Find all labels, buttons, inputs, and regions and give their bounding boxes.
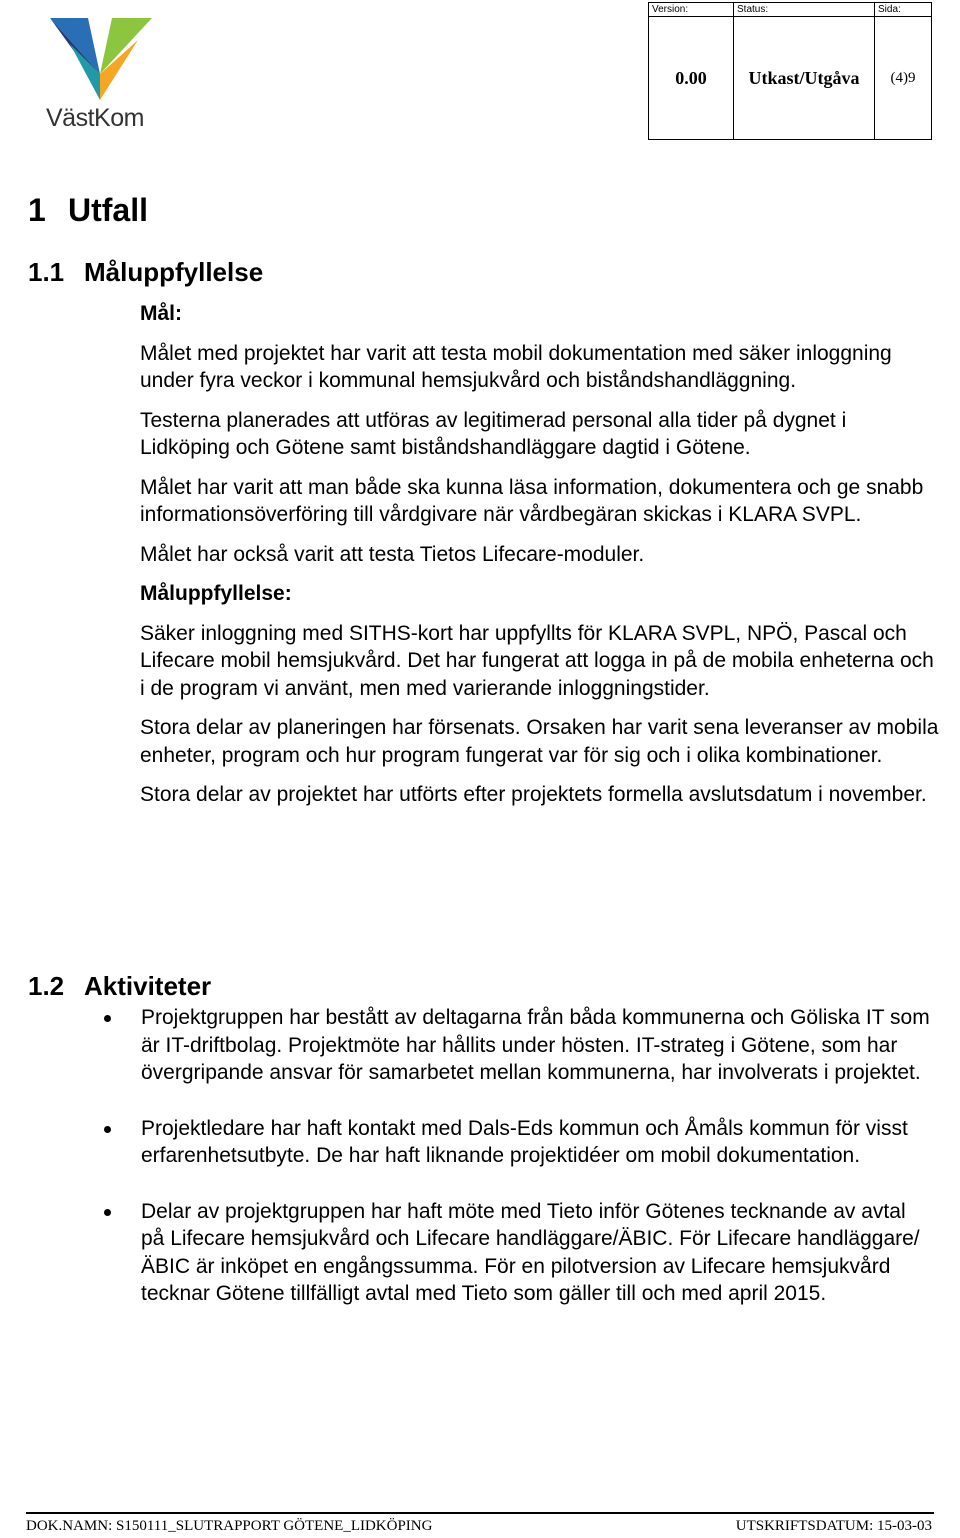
logo-green-segment bbox=[100, 18, 152, 74]
document-meta-table bbox=[648, 2, 932, 140]
goal-label: Mål: bbox=[140, 302, 182, 325]
page-label: Sida: bbox=[875, 3, 932, 17]
list-item-text: Delar av projektgruppen har haft möte med Tieto inför Götenes tecknande av avtal på Lifecare hemsjukvård och Lifecare handläggare/ÄBIC. För Lifecare handläggare/ÄBIC är inköpet en engångssumma. För en pilotversion av Lifecare hemsjukvård tecknar Götene tillfälligt avtal med Tieto som gäller till och med april 2015. bbox=[141, 1199, 920, 1305]
paragraph: Målet har också varit att testa Tietos Lifecare-moduler. bbox=[140, 542, 645, 566]
version-value: 0.00 bbox=[649, 17, 734, 140]
paragraph: Stora delar av projektet har utförts efter projektets formella avslutsdatum i november. bbox=[140, 783, 927, 806]
section-1-number: 1 bbox=[28, 192, 46, 228]
paragraph: Testerna planerades att utföras av legitimerad personal alla tider på dygnet i Lidköping och Götene samt biståndshandläggare dagtid i Götene. bbox=[140, 408, 847, 459]
fulfillment-label: Måluppfyllelse: bbox=[140, 582, 292, 605]
bullet-icon bbox=[104, 1209, 111, 1216]
status-value: Utkast/Utgåva bbox=[734, 17, 875, 140]
version-label: Version: bbox=[649, 3, 734, 17]
bullet-icon bbox=[104, 1126, 111, 1133]
list-item bbox=[104, 1004, 934, 1087]
paragraph: Säker inloggning med SITHS-kort har uppfyllts för KLARA SVPL, NPÖ, Pascal och Lifecare mobil hemsjukvård. Det har fungerat att logga in på de mobila enheterna och i de program vi använt, men med varierande inloggningstider. bbox=[140, 621, 934, 700]
section-1-title: Utfall bbox=[68, 192, 148, 228]
page-value: (4)9 bbox=[875, 17, 932, 140]
list-item bbox=[104, 1198, 934, 1308]
list-item-text: Projektgruppen har bestått av deltagarna från båda kommunerna och Göliska IT som är IT-driftbolag. Projektmöte har hållits under hösten. IT-strateg i Götene, som har övergripande ansvar för samarbetet mellan kommunerna, har involverats i projektet. bbox=[141, 1006, 930, 1084]
status-label: Status: bbox=[734, 3, 875, 17]
section-1-1-body bbox=[140, 300, 940, 821]
bullet-icon bbox=[104, 1015, 111, 1022]
footer-print-date: UTSKRIFTSDATUM: 15-03-03 bbox=[735, 1518, 932, 1534]
list-item bbox=[104, 1115, 934, 1170]
activities-list bbox=[104, 1004, 934, 1336]
footer-divider bbox=[26, 1512, 934, 1514]
section-1-1-title: Måluppfyllelse bbox=[84, 257, 264, 287]
paragraph: Målet har varit att man både ska kunna läsa information, dokumentera och ge snabb informationsöverföring till vårdgivare när vårdbegäran skickas i KLARA SVPL. bbox=[140, 475, 924, 526]
footer-doc-name: DOK.NAMN: S150111_SLUTRAPPORT GÖTENE_LIDKÖPING bbox=[26, 1518, 433, 1534]
section-1-1-number: 1.1 bbox=[28, 257, 65, 287]
paragraph: Stora delar av planeringen har försenats. Orsaken har varit sena leveranser av mobila enheter, program och hur program fungerat var för sig och i olika kombinationer. bbox=[140, 716, 939, 767]
paragraph: Målet med projektet har varit att testa mobil dokumentation med säker inloggning under fyra veckor i kommunal hemsjukvård och biståndshandläggning. bbox=[140, 341, 892, 392]
section-1-2-heading bbox=[28, 971, 211, 1002]
section-1-2-number: 1.2 bbox=[28, 971, 65, 1001]
section-1-heading bbox=[28, 192, 148, 229]
logo-text: VästKom bbox=[46, 104, 144, 132]
section-1-2-title: Aktiviteter bbox=[84, 971, 212, 1001]
section-1-1-heading bbox=[28, 257, 263, 288]
list-item-text: Projektledare har haft kontakt med Dals-Eds kommun och Åmåls kommun för visst erfarenhetsutbyte. De har haft liknande projektidéer om mobil dokumentation. bbox=[141, 1116, 908, 1167]
